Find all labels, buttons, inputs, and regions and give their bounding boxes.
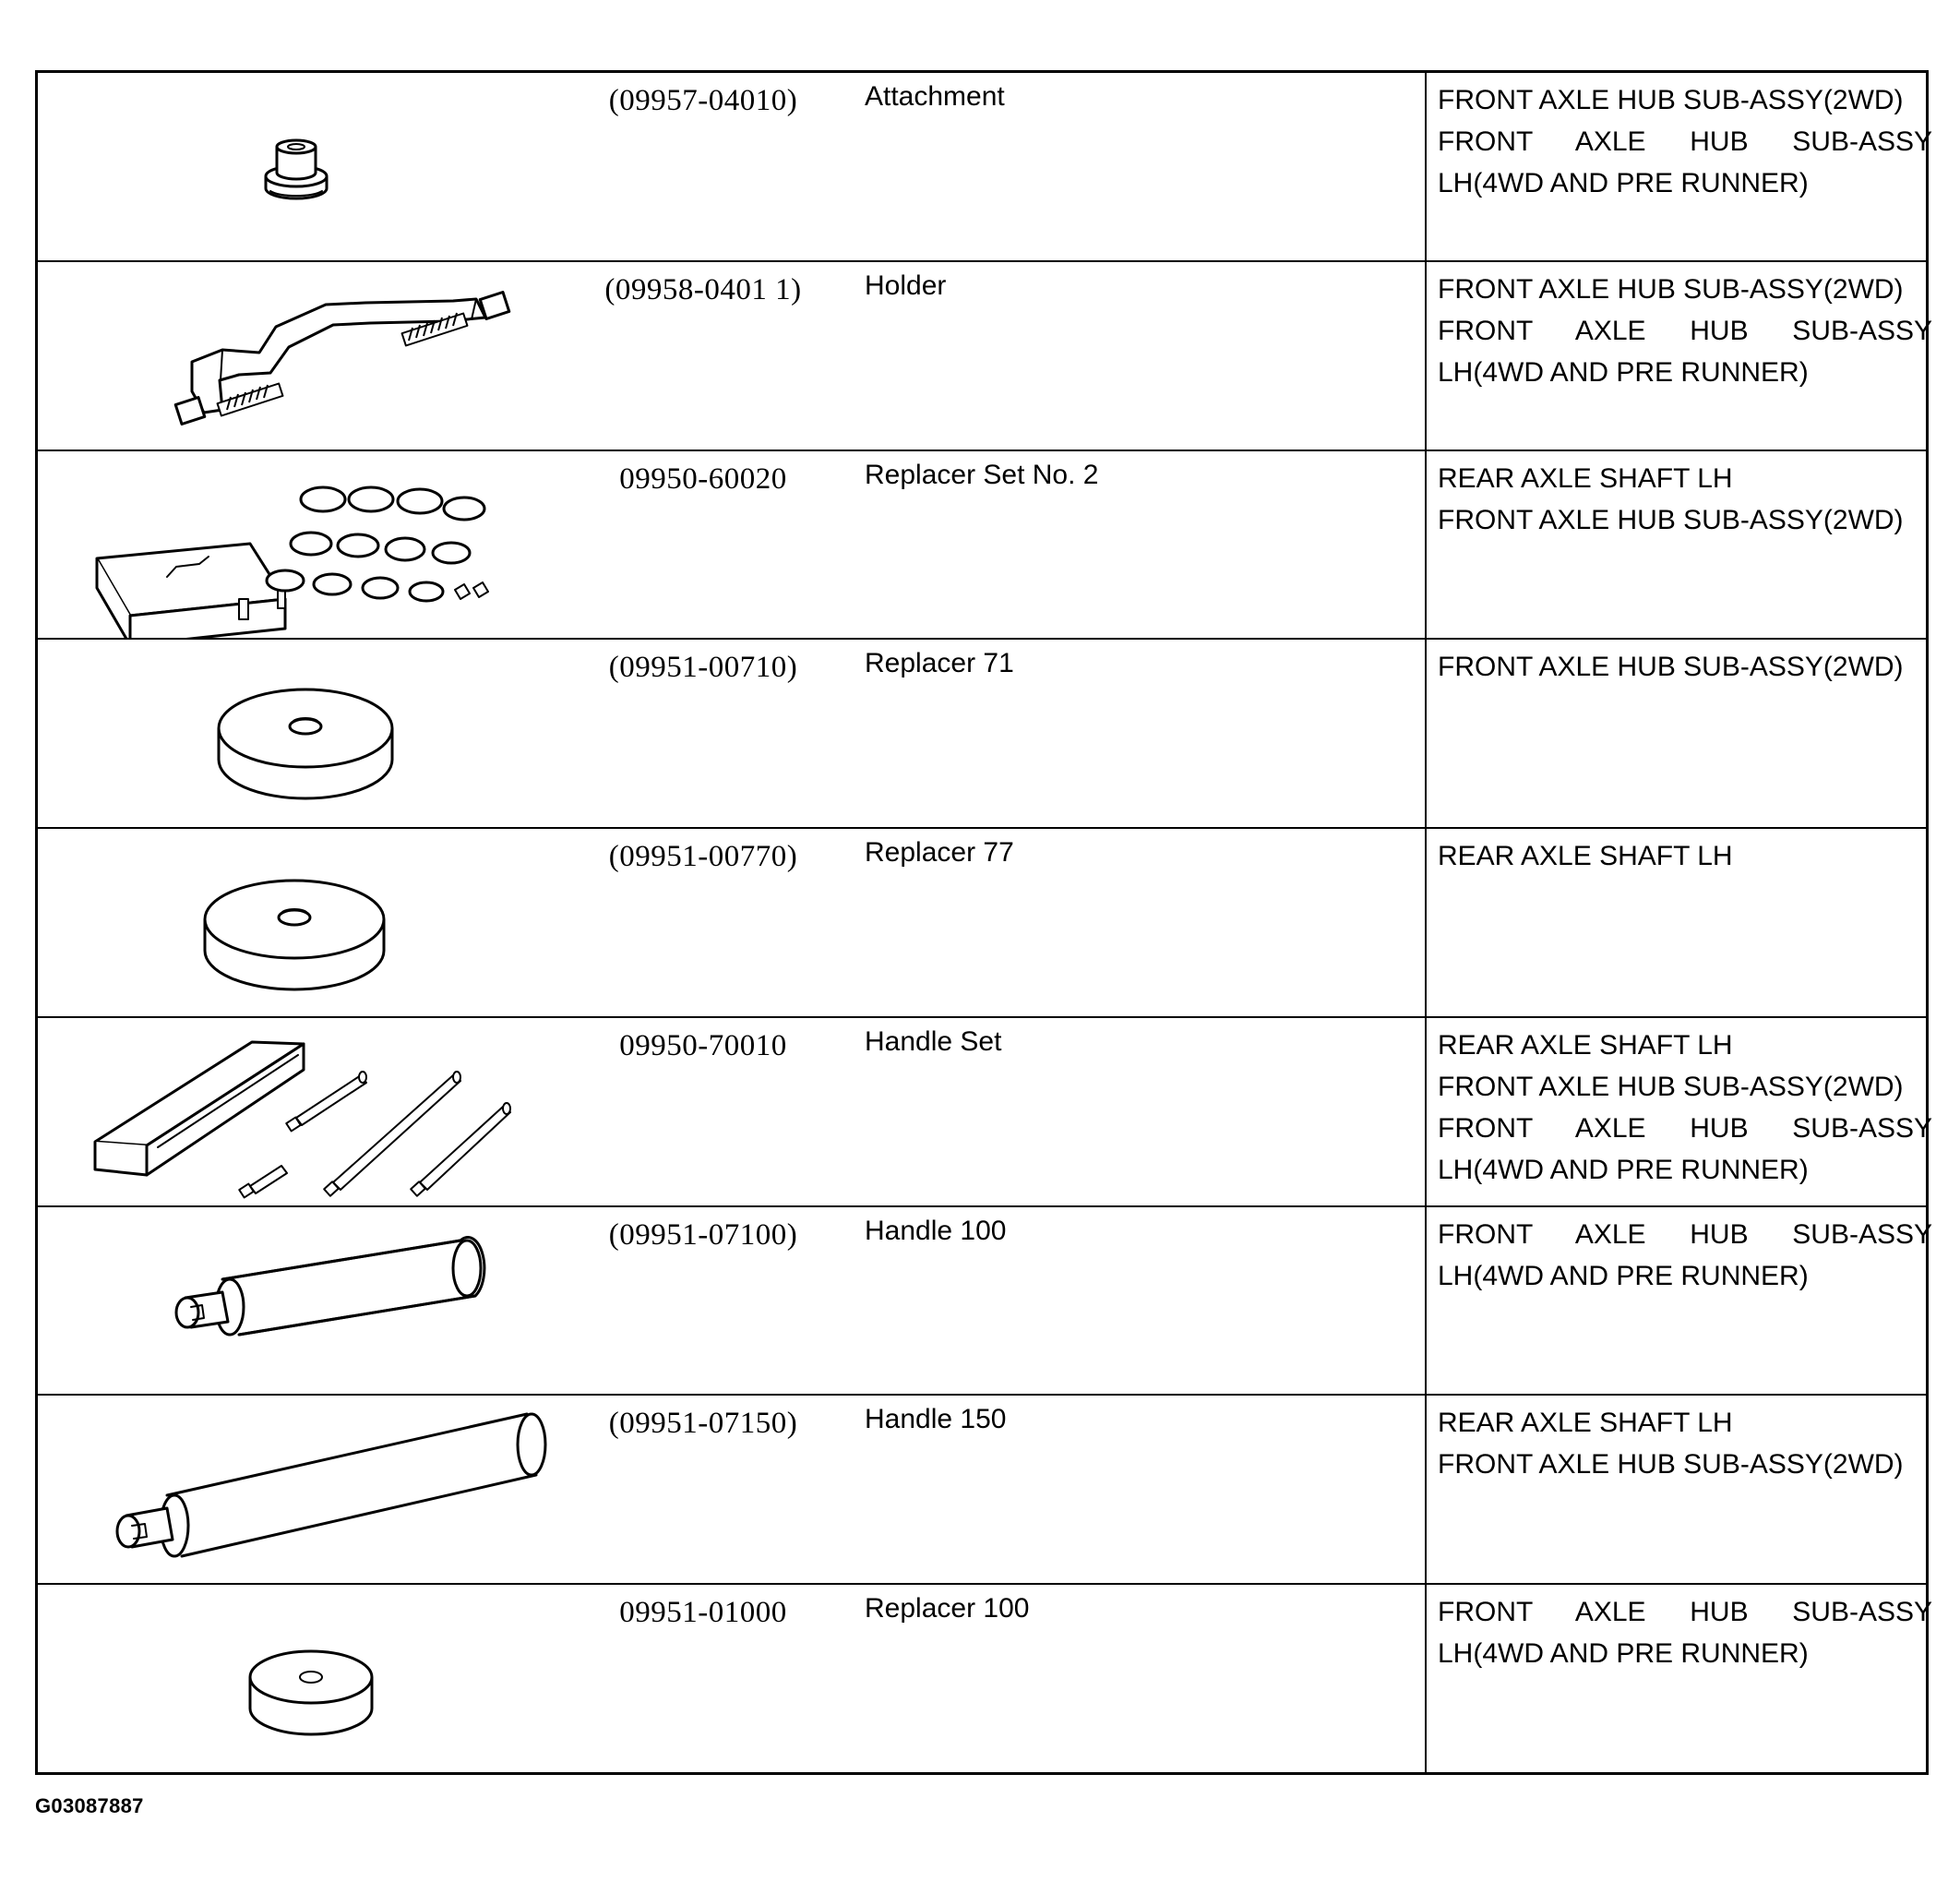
applicability-line: LH(4WD AND PRE RUNNER) [1438, 1154, 1809, 1185]
part-number: (09951-07100) [608, 1217, 798, 1252]
table-row [38, 262, 1932, 451]
part-number: 09951-01000 [619, 1596, 787, 1630]
part-number: (09958-0401 1) [604, 272, 802, 306]
applicability-line: LH(4WD AND PRE RUNNER) [1438, 1260, 1809, 1291]
part-name: Replacer 71 [865, 648, 1014, 679]
applicability-line: FRONT AXLE HUB SUB-ASSY(2WD) [1438, 1449, 1904, 1480]
illustration-cell [38, 1585, 555, 1772]
table-row [38, 1396, 1926, 1585]
applicability-cell [1438, 1025, 1932, 1191]
part-number: 09950-70010 [619, 1028, 787, 1062]
applicability-line: LH(4WD AND PRE RUNNER) [1438, 168, 1809, 198]
table-row [38, 829, 1926, 1018]
applicability-line: FRONT AXLE HUB SUB-ASSY(2WD) [1438, 504, 1904, 535]
applicability-line: LH(4WD AND PRE RUNNER) [1438, 1638, 1809, 1670]
illustration-cell [38, 73, 555, 260]
illustration-cell [38, 1396, 555, 1583]
part-number: (09951-00770) [608, 840, 798, 874]
part-name: Handle 150 [865, 1404, 1007, 1435]
part-number: (09951-00710) [608, 651, 798, 685]
applicability-cell [1438, 1591, 1932, 1674]
applicability-cell [1438, 269, 1932, 393]
replacer-disc-icon [38, 1585, 555, 1771]
part-number: 09950-60020 [619, 462, 787, 496]
table-row [38, 1207, 1932, 1397]
applicability-cell [1438, 79, 1932, 204]
table-row [38, 1585, 1932, 1772]
applicability-cell [1438, 1214, 1932, 1297]
attachment-icon [38, 73, 555, 259]
applicability-cell [1438, 1402, 1932, 1485]
handle-icon [38, 1396, 555, 1582]
illustration-cell [38, 262, 555, 450]
table-row [38, 1018, 1932, 1207]
applicability-cell [1438, 835, 1932, 877]
applicability-line: REAR AXLE SHAFT LH [1438, 841, 1733, 872]
applicability-cell [1438, 646, 1932, 688]
applicability-line: FRONT AXLE HUB SUB-ASSY(2WD) [1438, 273, 1904, 305]
part-name: Replacer 77 [865, 837, 1014, 869]
part-number: (09951-07150) [608, 1407, 798, 1441]
handle-set-icon [38, 1018, 555, 1205]
handle-icon [38, 1207, 555, 1394]
applicability-line: FRONT AXLE HUB SUB-ASSY(2WD) [1438, 1071, 1904, 1102]
illustration-cell [38, 640, 555, 827]
illustration-cell [38, 451, 555, 639]
part-number: (09957-04010) [608, 84, 798, 117]
figure-code: G03087887 [35, 1794, 144, 1817]
applicability-line: FRONT AXLE HUB SUB-ASSY(2WD) [1438, 652, 1904, 683]
replacer-disc-icon [38, 829, 555, 1015]
illustration-cell [38, 1018, 555, 1205]
applicability-line: FRONT AXLE HUB SUB-ASSY [1438, 126, 1932, 157]
column-divider [1425, 73, 1427, 1772]
part-name: Replacer Set No. 2 [865, 459, 1099, 490]
table-row [38, 73, 1932, 262]
replacer-set-icon [38, 451, 555, 638]
part-name: Holder [865, 270, 947, 301]
applicability-line: FRONT AXLE HUB SUB-ASSY(2WD) [1438, 85, 1904, 115]
applicability-line: FRONT AXLE HUB SUB-ASSY [1438, 1218, 1932, 1250]
applicability-cell [1438, 458, 1932, 541]
applicability-line: FRONT AXLE HUB SUB-ASSY [1438, 1597, 1932, 1628]
illustration-cell [38, 829, 555, 1016]
special-service-tools-table [35, 70, 1932, 1775]
applicability-line: REAR AXLE SHAFT LH [1438, 1029, 1733, 1061]
table-row [38, 451, 1926, 641]
part-name: Handle Set [865, 1025, 1002, 1057]
holder-icon [38, 262, 555, 449]
applicability-line: REAR AXLE SHAFT LH [1438, 462, 1733, 494]
table-row [38, 640, 1926, 829]
applicability-line: FRONT AXLE HUB SUB-ASSY [1438, 1112, 1932, 1144]
part-name: Handle 100 [865, 1215, 1007, 1246]
applicability-line: LH(4WD AND PRE RUNNER) [1438, 356, 1809, 388]
illustration-cell [38, 1207, 555, 1395]
part-name: Replacer 100 [865, 1593, 1030, 1624]
applicability-line: REAR AXLE SHAFT LH [1438, 1408, 1733, 1439]
replacer-disc-icon [38, 640, 555, 826]
applicability-line: FRONT AXLE HUB SUB-ASSY [1438, 315, 1932, 346]
part-name: Attachment [865, 81, 1005, 112]
